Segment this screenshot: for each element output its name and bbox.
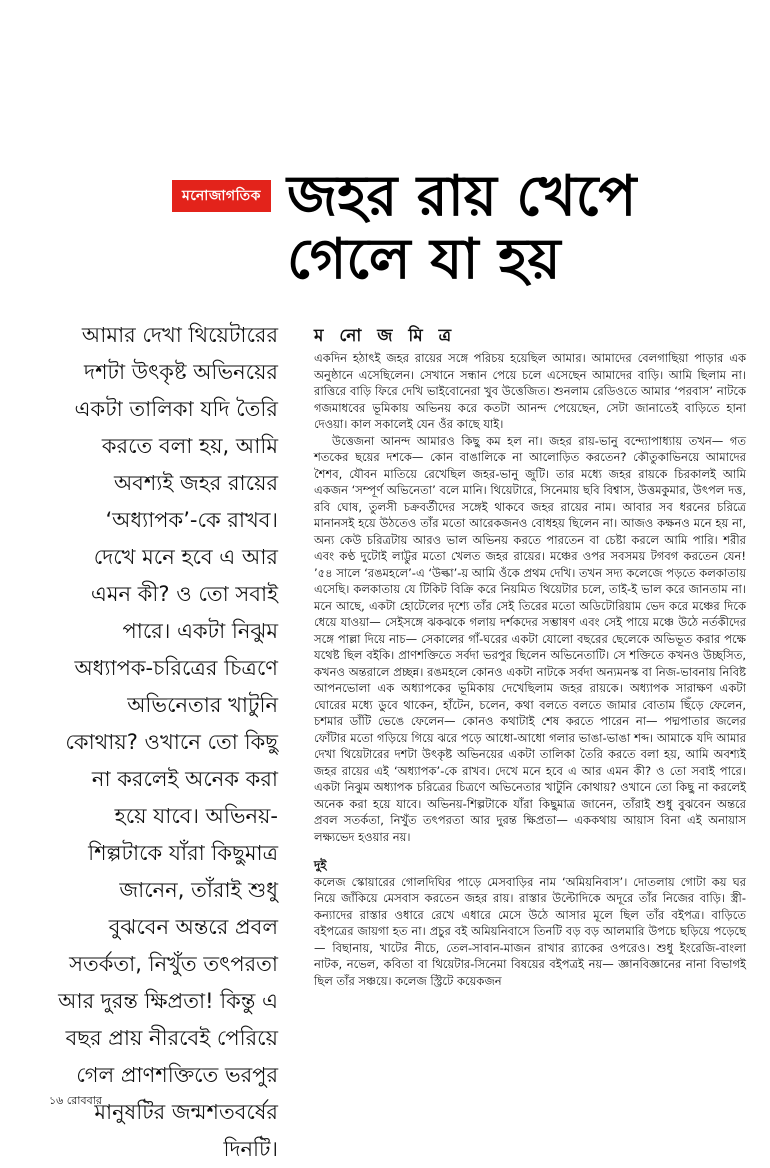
author-byline: ম নো জ মি ত্র xyxy=(314,326,457,346)
headline-line-2: গেলে যা হয় xyxy=(287,226,561,292)
section-tag: মনোজাগতিক xyxy=(172,180,271,212)
pull-quote: আমার দেখা থিয়েটারের দশটা উৎকৃষ্ট অভিনয়ের একটা তালিকা যদি তৈরি করতে বলা হয়, আমি অবশ্যই জহর রায়ের ‘অধ্যাপক’-কে রাখব। দেখে মনে হবে এ আর এমন কী? ও তো সবাই পারে। একটা নিঝুম অধ্যাপক-চরিত্রের চিত্রণে অভিনেতার খাটুনি কোথায়? ওখানে তো কিছু না করলেই অনেক করা হয়ে যাবে। অভিনয়-শিল্পটাকে যাঁরা কিছুমাত্র জানেন, তাঁরাই শুধু বুঝবেন অন্তরে প্রবল সতর্কতা, নিখুঁত তৎপরতা আর দুরন্ত ক্ষিপ্রতা! কিন্তু এ বছর প্রায় নীরবেই পেরিয়ে গেল প্রাণশক্তিতে ভরপুর মানুষটির জন্মশতবর্ষের দিনটি। xyxy=(58,323,278,1161)
article-paragraph-3: কলেজ স্কোয়ারের গোলদিঘির পাড়ে মেসবাড়ির নাম ‘অমিয়নিবাস’। দোতলায় গোটা কয় ঘর নিয়ে জাঁকিয়ে মেসবাস করতেন জহর রায়। রাস্তার উল্টোদিকে অদূরে তাঁর নিজের বাড়ি। স্ত্রী-কন্যাদের রাস্তার ওধারে রেখে এধারে মেসে উঠে আসার মূলে ছিল তাঁর বইপত্র। বাড়িতে বইপত্রের জায়গা হত না। প্রচুর বই অমিয়নিবাসে তিনটি বড় বড় আলমারি উপচে ছড়িয়ে পড়েছে— বিছানায়, খাটের নীচে, তেল-সাবান-মাজন রাখার র‍্যাকের ওপরেও। শুধু ইংরেজি-বাংলা নাটক, নভেল, কবিতা বা থিয়েটার-সিনেমা বিষয়ের বইপত্রই নয়— জ্ঞানবিজ্ঞানের নানা বিভাগই ছিল তাঁর সঞ্চয়ে। কলেজ স্ট্রিটে কয়েকজন xyxy=(314,874,746,988)
section-heading-two: দুই xyxy=(314,858,327,872)
article-paragraph-2: উত্তেজনা আনন্দ আমারও কিছু কম হল না। জহর রায়-ভানু বন্দ্যোপাধ্যায় তখন— গত শতকের ছয়ের দশকে— কোন বাঙালিকে না আলোড়িত করতেন? কৌতুকাভিনয়ে আমাদের শৈশব, যৌবন মাতিয়ে রেখেছিল জহর-ভানু জুটি। তার মধ্যে জহর রায়কে চিরকালই আমি একজন ‘সম্পূর্ণ অভিনেতা’ বলে মানি। থিয়েটারে, সিনেমায় ছবি বিশ্বাস, উত্তমকুমার, উৎপল দত্ত, রবি ঘোষ, তুলসী চক্রবর্তীদের সঙ্গেই থাকবে জহর রায়ের নাম। আবার সব ধরনের চরিত্রে মানানসই হয়ে উঠতেও তাঁর মতো আরেকজনও বোধহয় ছিলেন না। আজও কক্ষনও মনে হয় না, অন্য কেউ চরিত্রটায় আরও ভাল অভিনয় করতে পারতেন বা চেষ্টা করলে আমি পারি। শরীর এবং কণ্ঠ দুটোই লাট্টুর মতো খেলত জহর রায়ের। মঞ্চের ওপর সবসময় টগবগ করতেন যেন! ’৫৪ সালে ‘রঙমহলে’-এ ‘উল্কা’-য় আমি ওঁকে প্রথম দেখি। তখন সদ্য কলেজে পড়তে কলকাতায় এসেছি। কলকাতায় যে টিকিট বিক্রি করে নিয়মিত থিয়েটার চলে, তাই-ই ভাল করে জানতাম না। মনে আছে, একটা হোটেলের দৃশ্যে তাঁর সেই তিরের মতো অডিটোরিয়াম ভেদ করে মঞ্চের দিকে ধেয়ে যাওয়া— সেইসঙ্গে ঝকঝকে গলায় দর্শকদের সম্ভাষণ এবং সেই পায়ে মঞ্চে উঠে নর্তকীদের সঙ্গে পাল্লা দিয়ে নাচ— সেকালের গাঁ-ঘরের একটা যোলো বছরের ছেলেকে অভিভূত করার পক্ষে যথেষ্ট ছিল বইকি। প্রাণশক্তিতে সর্বদা ভরপুর ছিলেন অভিনেতাটি। সে শক্তিতে কখনও উচ্ছসিত, কখনও অন্তরালে প্রচ্ছন্ন। রঙমহলে কোনও একটা নাটকে সর্বদা অন্যমনস্ক বা নিজ-ভাবনায় নিবিষ্ট আপনভোলা এক অধ্যাপকের ভূমিকায় দেখেছিলাম জহর রায়কে। অধ্যাপক সারাক্ষণ একটা ঘোরের মধ্যে ডুবে থাকেন, হাঁটেন, চলেন, কথা বলতে বলতে জামার বোতাম ছিঁড়ে ফেলেন, চশমার ডাঁটি ভেঙে ফেলেন— কোনও কথাটাই শেষ করতে পারেন না— পদ্মপাতার জলের ফোঁটার মতো গড়িয়ে গিয়ে ঝরে পড়ে আধো-আধো গলার ভাঙা-ভাঙা শব্দ। আমাকে যদি আমার দেখা থিয়েটারের দশটা উৎকৃষ্ট অভিনয়ের একটা তালিকা তৈরি করতে বলা হয়, আমি অবশ্যই জহর রায়ের এই ‘অধ্যাপক’-কে রাখব। দেখে মনে হবে এ আর এমন কী? ও তো সবাই পারে। একটা নিঝুম অধ্যাপক চরিত্রের চিত্রণে অভিনেতার খাটুনি কোথায়? ওখানে তো কিছু না করলেই অনেক করা হয়ে যাবে। অভিনয়-শিল্পটাকে যাঁরা কিছুমাত্র জানেন, তাঁরাই শুধু বুঝবেন অন্তরে প্রবল সতর্কতা, নিখুঁত তৎপরতা আর দুরন্ত ক্ষিপ্রতা— এককথায় আয়াস বিনা এই অনায়াস লক্ষ্যভেদ হওয়ার নয়। xyxy=(314,433,746,844)
headline-line-1: জহর রায় খেপে xyxy=(287,164,637,229)
headline xyxy=(287,166,747,291)
article-paragraph-1: একদিন হঠাৎই জহর রায়ের সঙ্গে পরিচয় হয়েছিল আমার। আমাদের বেলগাছিয়া পাড়ার এক অনুষ্ঠানে এসেছিলেন। সেখানে সন্ধান পেয়ে চলে এসেছেন আমাদের বাড়ি। আমি ছিলাম না। রাত্তিরে বাড়ি ফিরে দেখি ভাইবোনেরা খুব উত্তেজিত। শুনলাম রেডিওতে আমার ‘পরবাস’ নাটকে গজমাধবের ভূমিকায় অভিনয় করে কতটা আনন্দ পেয়েছেন, সেটা জানাতেই বাড়িতে হানা দেওয়া। কাল সকালেই যেন ওঁর কাছে যাই। xyxy=(314,351,746,431)
page-footer: ১৬ রোববার xyxy=(49,1094,102,1107)
article-body xyxy=(314,350,746,989)
